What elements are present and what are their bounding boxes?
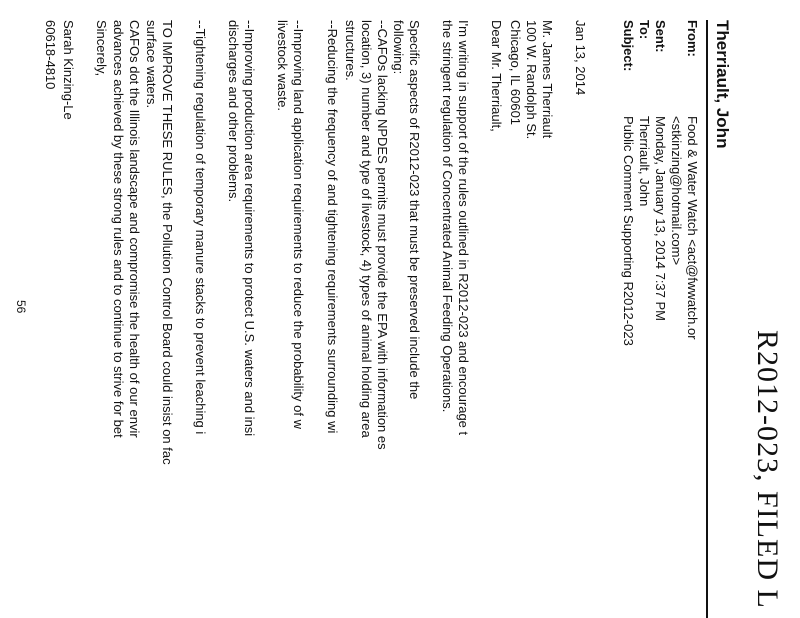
- address-line: Mr. James Therriault: [540, 20, 555, 139]
- paragraph-line: livestock waste.: [275, 20, 290, 112]
- recipient-address: [507, 20, 555, 139]
- aspect-item: [274, 20, 306, 429]
- paragraph-line: location, 3) number and type of livestock, 4) types of animal holding area: [359, 20, 374, 438]
- paragraph-line: --Tightening regulation of temporary manure stacks to prevent leaching i: [193, 20, 208, 435]
- from-value-line: Food & Water Watch <act@fwwatch.or: [685, 116, 700, 340]
- signature-zip: 60618-4810: [43, 20, 58, 90]
- paragraph-line: following:: [391, 20, 406, 75]
- paragraph-line: --CAFOs lacking NPDES permits must provide the EPA with information es: [375, 20, 390, 450]
- subject-label: Subject:: [621, 20, 636, 72]
- from-label: From:: [685, 20, 700, 57]
- from-value: [668, 116, 700, 340]
- paragraph-line: discharges and other problems.: [226, 20, 241, 203]
- paragraph-line: --Reducing the frequency of and tightening requirements surrounding wi: [325, 20, 340, 434]
- aspect-item: [225, 20, 257, 436]
- signature-name: Sarah Kinzing-Le: [61, 20, 76, 120]
- salutation: Dear Mr. Therriault,: [489, 20, 504, 132]
- aspects-intro: [390, 20, 422, 399]
- paragraph-line: surface waters.: [144, 20, 159, 109]
- paragraph-line: structures.: [343, 20, 358, 81]
- letter-date: Jan 13, 2014: [573, 20, 588, 96]
- sent-value: Monday, January 13, 2014 7:37 PM: [653, 116, 668, 321]
- intro-paragraph: [439, 20, 471, 435]
- paragraph-line: TO IMPROVE THESE RULES, the Pollution Control Board could insist on fac: [160, 20, 175, 465]
- paragraph-line: I'm writing in support of the rules outlined in R2012-023 and encourage t: [456, 20, 471, 436]
- aspect-item: [342, 20, 390, 450]
- to-value: Therriault, John: [637, 116, 652, 207]
- paragraph-line: CAFOs dot the Illinois landscape and compromise the health of our envir: [127, 20, 142, 438]
- filing-stamp: R2012-023, FILED L: [751, 330, 784, 609]
- paragraph-line: Specific aspects of R2012-023 that must be preserved include the: [407, 20, 422, 400]
- sent-label: Sent:: [653, 20, 668, 53]
- paragraph-line: the stringent regulation of Concentrated Animal Feeding Operations.: [440, 20, 455, 413]
- address-line: Chicago, IL 60601: [508, 20, 523, 126]
- aspect-item: [192, 20, 208, 434]
- aspect-item: [324, 20, 340, 433]
- subject-value: Public Comment Supporting R2012-023: [621, 116, 636, 346]
- paragraph-line: advances achieved by these strong rules and to continue to strive for bet: [111, 20, 126, 438]
- page-number: 56: [14, 300, 28, 314]
- paragraph-line: --Improving land application requirements to reduce the probability of w: [291, 20, 306, 429]
- address-line: 100 W. Randolph St.: [524, 20, 539, 140]
- paragraph-line: --Improving production area requirements to protect U.S. waters and insi: [242, 20, 257, 437]
- from-value-line: <stkinzing@hotmail.com>: [669, 116, 684, 266]
- signoff: Sincerely,: [94, 20, 109, 77]
- closing-paragraph: [110, 20, 142, 438]
- improve-paragraph: [143, 20, 175, 465]
- header-divider: [706, 20, 708, 618]
- to-label: To:: [637, 20, 652, 40]
- sender-name: Therriault, John: [713, 20, 732, 149]
